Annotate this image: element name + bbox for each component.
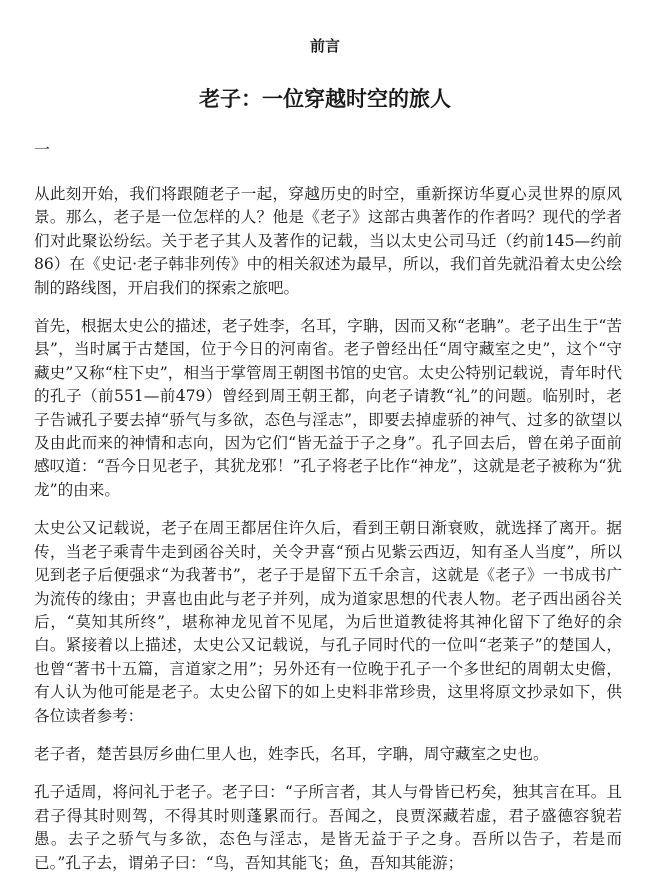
body-text xyxy=(34,183,622,890)
paragraph-3: 太史公又记载说，老子在周王都居住许久后，看到王朝日渐衰败，就选择了离开。据传，当老子乘青牛走到函谷关时，关令尹喜“预占见紫云西迈，知有圣人当度”，所以见到老子后便强求“为我著书”，老子于是留下五千余言，这就是《老子》一书成书广为流传的缘由；尹喜也由此与老子并列，成为道家思想的代表人物。老子西出函谷关后，“莫知其所终”，堪称神龙见首不见尾，为后世道教徒将其神化留下了绝好的余白。紧接着以上描述，太史公又记载说，与孔子同时代的一位叫“老莱子”的楚国人，也曾“著书十五篇，言道家之用”；另外还有一位晚于孔子一个多世纪的周朝太史儋，有人认为他可能是老子。太史公留下的如上史料非常珍贵，这里将原文抄录如下，供各位读者参考： xyxy=(34,519,622,725)
section-marker: 一 xyxy=(34,140,51,159)
chapter-title: 老子：一位穿越时空的旅人 xyxy=(199,86,451,111)
paragraph-2: 首先，根据太史公的描述，老子姓李，名耳，字聃，因而又称“老聃”。老子出生于“苦县”，当时属于古楚国，位于今日的河南省。老子曾经出任“周守藏室之史”，这个“守藏史”又称“柱下史”，相当于掌管周王朝图书馆的史官。太史公特别记载说，青年时代的孔子（前551—前479）曾经到周王朝王都，向老子请教“礼”的问题。临别时，老子告诫孔子要去掉“骄气与多欲，态色与淫志”，即要去掉虚骄的神气、过多的欲望以及由此而来的神情和志向，因为它们“皆无益于子之身”。孔子回去后，曾在弟子面前感叹道：“吾今日见老子，其犹龙邪！”孔子将老子比作“神龙”，这就是老子被称为“犹龙”的由来。 xyxy=(34,317,622,499)
preface-heading: 前言 xyxy=(309,37,340,55)
paragraph-1: 从此刻开始，我们将跟随老子一起，穿越历史的时空，重新探访华夏心灵世界的原风景。那么，老子是一位怎样的人？他是《老子》这部古典著作的作者吗？现代的学者们对此聚讼纷纭。关于老子其人及著作的记载，当以太史公司马迁（约前145—约前86）在《史记·老子韩非列传》中的相关叙述为最早，所以，我们首先就沿着太史公绘制的路线图，开启我们的探索之旅吧。 xyxy=(34,185,622,297)
paragraph-5: 孔子适周，将问礼于老子。老子曰：“子所言者，其人与骨皆已朽矣，独其言在耳。且君子得其时则驾，不得其时则蓬累而行。吾闻之，良贾深藏若虚，君子盛德容貌若愚。去子之骄气与多欲，态色与淫志，是皆无益于子之身。吾所以告子，若是而已。”孔子去，谓弟子曰：“鸟，吾知其能飞；鱼，吾知其能游； xyxy=(34,783,622,872)
paragraph-4: 老子者，楚苦县厉乡曲仁里人也，姓李氏，名耳，字聃，周守藏室之史也。 xyxy=(34,744,549,763)
